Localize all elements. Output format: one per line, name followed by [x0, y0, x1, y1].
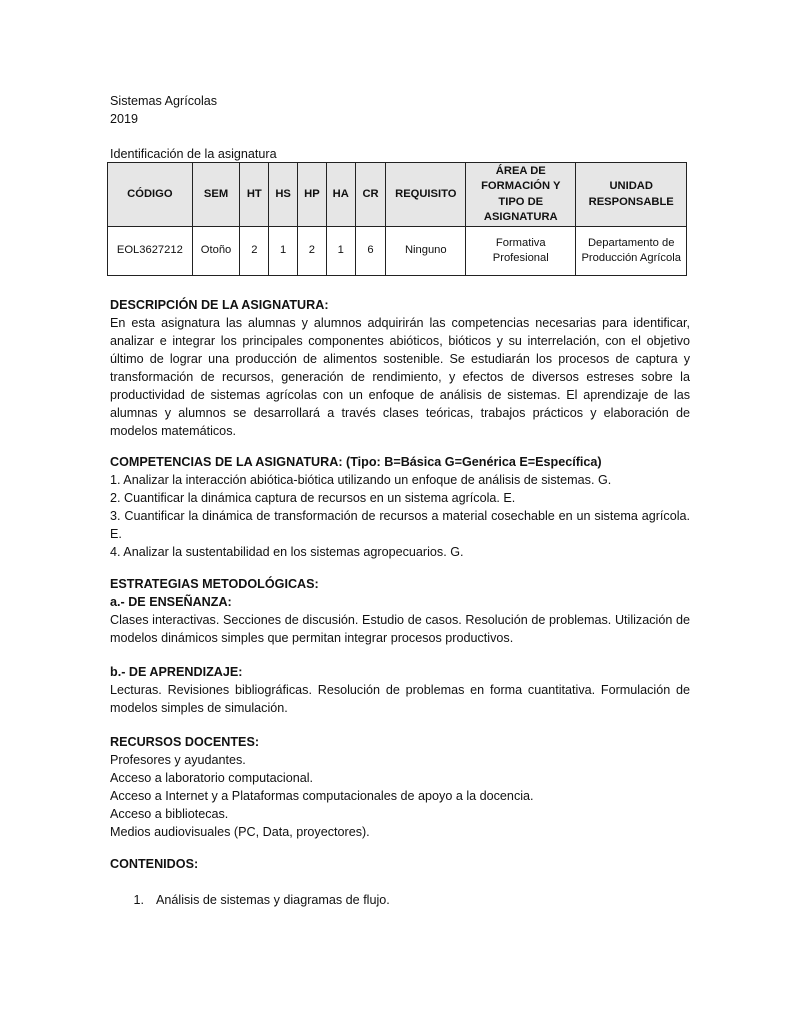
header-codigo: CÓDIGO	[108, 163, 193, 227]
header-ha: HA	[326, 163, 355, 227]
descripcion-heading: DESCRIPCIÓN DE LA ASIGNATURA:	[110, 298, 329, 312]
contenido-item	[110, 891, 690, 909]
contenidos-section	[110, 855, 690, 909]
cell-ha: 1	[326, 227, 355, 276]
cell-cr: 6	[355, 227, 386, 276]
header-unidad-responsable: UNIDAD RESPONSABLE	[576, 163, 687, 227]
cell-codigo: EOL3627212	[108, 227, 193, 276]
header-sem: SEM	[192, 163, 240, 227]
aprendizaje-heading: b.- DE APRENDIZAJE:	[110, 665, 243, 679]
recurso-item: Acceso a Internet y a Plataformas computacionales de apoyo a la docencia.	[110, 789, 534, 803]
table-caption: Identificación de la asignatura	[110, 147, 277, 161]
ensenanza-text: Clases interactivas. Secciones de discusión. Estudio de casos. Resolución de problemas. Utilización de modelos dinámicos simples que permitan integrar procesos productivos.	[110, 613, 690, 645]
competencia-item: 2. Cuantificar la dinámica captura de recursos en un sistema agrícola. E.	[110, 491, 516, 505]
aprendizaje-text: Lecturas. Revisiones bibliográficas. Resolución de problemas en forma cuantitativa. Formulación de modelos simples de simulación.	[110, 683, 690, 715]
recurso-item: Acceso a laboratorio computacional.	[110, 771, 314, 785]
cell-ht: 2	[240, 227, 269, 276]
course-identification-table	[107, 162, 687, 276]
header-ht: HT	[240, 163, 269, 227]
contenido-number: 1.	[133, 893, 144, 907]
header-hs: HS	[269, 163, 298, 227]
contenido-text: Análisis de sistemas y diagramas de flujo.	[156, 893, 390, 907]
course-title: Sistemas Agrícolas	[110, 94, 218, 108]
table-header-row	[108, 163, 687, 227]
descripcion-section	[110, 296, 690, 440]
estrategias-heading: ESTRATEGIAS METODOLÓGICAS:	[110, 577, 319, 591]
header-area-formacion: ÁREA DE FORMACIÓN Y TIPO DE ASIGNATURA	[466, 163, 576, 227]
cell-area-formacion: Formativa Profesional	[466, 227, 576, 276]
competencias-heading: COMPETENCIAS DE LA ASIGNATURA: (Tipo: B=Básica G=Genérica E=Específica)	[110, 455, 602, 469]
competencia-item: 1. Analizar la interacción abiótica-biótica utilizando un enfoque de análisis de sistemas. G.	[110, 473, 612, 487]
header-requisito: REQUISITO	[386, 163, 466, 227]
cell-hs: 1	[269, 227, 298, 276]
recurso-item: Profesores y ayudantes.	[110, 753, 246, 767]
competencia-item: 3. Cuantificar la dinámica de transformación de recursos a material cosechable en un sistema agrícola. E.	[110, 509, 690, 541]
cell-unidad-responsable: Departamento de Producción Agrícola	[576, 227, 687, 276]
header-hp: HP	[298, 163, 327, 227]
aprendizaje-section	[110, 663, 690, 717]
recursos-heading: RECURSOS DOCENTES:	[110, 735, 260, 749]
recursos-section	[110, 733, 690, 841]
cell-sem: Otoño	[192, 227, 240, 276]
recurso-item: Acceso a bibliotecas.	[110, 807, 229, 821]
cell-hp: 2	[298, 227, 327, 276]
header-cr: CR	[355, 163, 386, 227]
ensenanza-heading: a.- DE ENSEÑANZA:	[110, 595, 232, 609]
competencias-section	[110, 453, 690, 561]
course-year: 2019	[110, 112, 139, 126]
descripcion-text: En esta asignatura las alumnas y alumnos adquirirán las competencias necesarias para identificar, analizar e integrar los principales componentes abióticos, bióticos y su interrelación, con el objetivo último de lograr una producción de alimentos sostenible. Se estudiarán los procesos de captura y transformación de recursos, generación de rendimiento, y efectos de diversos estreses sobre la productividad de sistemas agrícolas con un enfoque de análisis de sistemas. El aprendizaje de las alumnas y alumnos se desarrollará a través clases teóricas, trabajos prácticos y elaboración de modelos matemáticos.	[110, 316, 690, 438]
recurso-item: Medios audiovisuales (PC, Data, proyectores).	[110, 825, 370, 839]
cell-requisito: Ninguno	[386, 227, 466, 276]
table-row	[108, 227, 687, 276]
competencia-item: 4. Analizar la sustentabilidad en los sistemas agropecuarios. G.	[110, 545, 464, 559]
contenidos-heading: CONTENIDOS:	[110, 857, 199, 871]
estrategias-section	[110, 575, 690, 647]
